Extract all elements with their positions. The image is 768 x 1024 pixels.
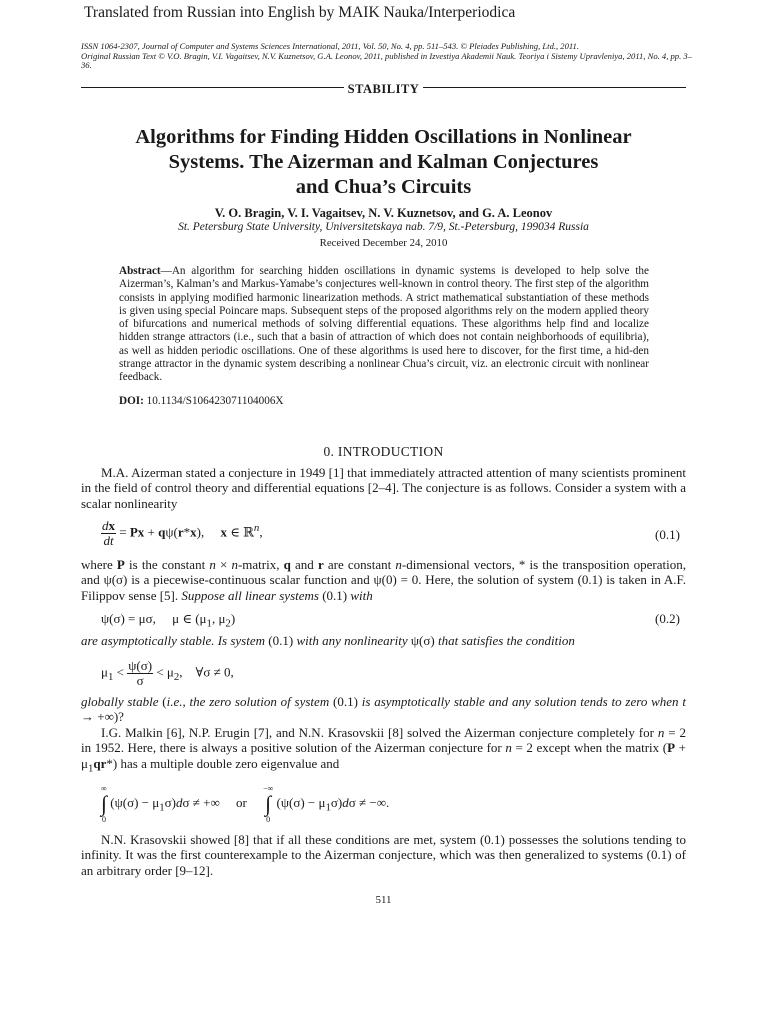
doi-label: DOI: [119, 395, 144, 407]
doi [119, 395, 284, 407]
section-label: STABILITY [344, 82, 424, 96]
received-date: Received December 24, 2010 [319, 237, 448, 249]
question-text-a: are asymptotically stable. Is system [81, 633, 266, 648]
equation-number-0-1: (0.1) [655, 527, 680, 542]
title-line-2: Systems. The Aizerman and Kalman Conjectures [168, 151, 599, 173]
translation-note: Translated from Russian into English by MAIK Nauka/Interperiodica [84, 4, 516, 21]
journal-citation [81, 42, 701, 71]
page-number: 511 [375, 894, 392, 906]
paragraph-krasovskii: N.N. Krasovskii showed [8] that if all these conditions are met, system (0.1) possesses the solutions tending to infinity. It was the first counterexample to the Aizerman conjecture, which was then generalized to systems (0.1) of an arbitrary order [9–12]. [81, 832, 686, 878]
sector-condition: $\mu_1$ < $\frac{\psi(\sigma)}{\sigma}$ < $\mu_2$, ∀σ ≠ 0, [101, 658, 234, 688]
title-line-1: Algorithms for Finding Hidden Oscillations in Nonlinear [135, 126, 632, 148]
abstract-text: —An algorithm for searching hidden oscillations in dynamic systems is developed to help solve the Aizerman’s, Kalman’s and Markus-Yamabe’s conjectures well-known in control theory. The first step of the algorithm consists in applying modified harmonic linearization methods. A strict mathematical substantiation of these methods is given using special Poincare maps. Subsequent steps of the proposed algorithms rely on the modern applied theory of bifurcations and numerical methods of solving differential equations. These algorithms help find and localize hidden strange attractors (i.e., such that a basin of attraction of which does not contain neighborhoods of equilibria), as well as hidden periodic oscillations. One of these algorithms is used here to discover, for the first time, a hid-den strange attractor in the dynamic system describing a nonlinear Chua’s circuit, viz. an electronic circuit with nonlinear feedback. [119, 265, 649, 384]
paragraph-intro: M.A. Aizerman stated a conjecture in 1949 [1] that immediately attracted attention of many scientists prominent in the field of control theory and differential equations [2–4]. The conjecture is as follows. Consider a system with a scalar nonlinearity [81, 465, 686, 511]
eq-ref-0-1: (0.1) [322, 587, 348, 603]
equation-0-1: $\frac{dx}{dt}$ = Px + qψ(r*x), x ∈ ℝ$^n$, [102, 518, 263, 548]
paragraph-definitions: where P is the constant n × n-matrix, q and r are constant n-dimensional vectors, * is the transposition operation, and ψ(σ) is a piecewise-continuous scalar function and ψ(0) = 0. Here, the solution of system (0.1) is taken in A.F. Filippov sense [5]. Suppose all linear systems (0.1) with [81, 557, 686, 603]
doi-value: 10.1134/S106423071104006X [146, 395, 284, 407]
authors: V. O. Bragin, V. I. Vagaitsev, N. V. Kuznetsov, and G. A. Leonov [214, 206, 553, 220]
original-text-line: Original Russian Text © V.O. Bragin, V.I. Vagaitsev, N.V. Kuznetsov, G.A. Leonov, 2011, published in Izvestiya Akademii Nauk. Teoriya i Sistemy Upravleniya, 2011, No. 4, pp. 3–36. [81, 50, 692, 71]
suppose-text: Suppose all linear systems [181, 587, 319, 603]
malkin-text: I.G. Malkin [6], N.P. Erugin [7], and N.N. Krasovskii [8] solved the Aizerman conjecture completely for [101, 725, 654, 740]
question-text-d: that satisfies the condition [437, 633, 575, 648]
with-text: with [350, 587, 373, 603]
filippov-text: is taken in A.F. Filippov sense [5]. [81, 572, 686, 603]
abstract [119, 265, 649, 385]
section-header [81, 80, 686, 98]
article-title [81, 125, 686, 200]
abstract-label: Abstract [119, 265, 161, 277]
paragraph-global-stability: globally stable (i.e., the zero solution of system (0.1) is asymptotically stable and any solution tends to zero when t → +∞)? [81, 694, 686, 725]
equation-0-2: ψ(σ) = μσ, μ ∈ ($\mu_1$, $\mu_2$) [101, 611, 236, 630]
affiliation: St. Petersburg State University, Universitetskaya nab. 7/9, St.-Petersburg, 199034 Russia [178, 221, 589, 233]
question-text-c: with any nonlinearity [296, 633, 408, 648]
paragraph-question: are asymptotically stable. Is system (0.1) with any nonlinearity ψ(σ) that satisfies the condition [81, 633, 575, 648]
paragraph-malkin: I.G. Malkin [6], N.P. Erugin [7], and N.N. Krasovskii [8] solved the Aizerman conjecture completely for n = 2 in 1952. Here, there is always a positive solution of the Aizerman conjecture for n = 2 except when the matrix $(P + \mu_1qr*)$ has a multiple double zero eigenvalue and [81, 725, 687, 775]
issn-line: ISSN 1064-2307, Journal of Computer and Systems Sciences International, 2011, Vol. 50, No. 4, pp. 511–543. © Pleiades Publishing, Ltd., 2011. [81, 41, 580, 51]
section-heading: 0. INTRODUCTION [323, 444, 444, 459]
equation-number-0-2: (0.2) [655, 611, 680, 626]
eq-ref-0-1b: (0.1) [268, 633, 294, 648]
integral-conditions: ∞ ∫ 0 $(\psi(\sigma) - \mu_1\sigma)d\sigma$ ≠ +∞ or −∞ ∫ 0 $(\psi(\sigma) - \mu_1\sigma)d\sigma$ ≠ −∞. [101, 784, 390, 824]
title-line-3: and Chua’s Circuits [295, 176, 472, 198]
